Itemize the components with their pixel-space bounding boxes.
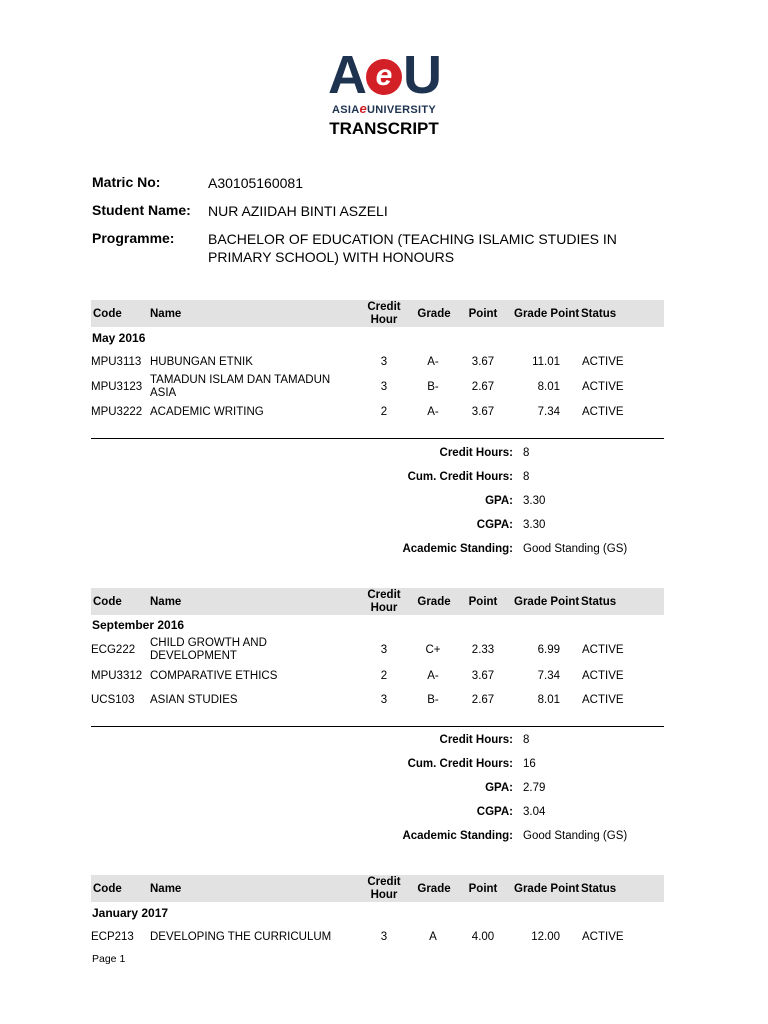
col-code: Code (93, 882, 122, 895)
col-grade: Grade (417, 882, 451, 895)
student-name-label: Student Name: (92, 202, 191, 218)
col-credit-hour: Credit Hour (367, 588, 401, 614)
table-row: ECG222 CHILD GROWTH AND DEVELOPMENT 3 C+ 2.33 6.99 ACTIVE (91, 637, 624, 662)
col-grade-point: Grade Point (514, 595, 580, 608)
programme-label: Programme: (92, 230, 175, 246)
summary-row: Cum. Credit Hours: 8 (407, 471, 530, 483)
summary-row: Credit Hours: 8 (439, 734, 530, 746)
summary-row: Cum. Credit Hours: 16 (407, 758, 536, 770)
matric-label: Matric No: (92, 174, 161, 190)
university-logo (0, 45, 768, 116)
table-row: MPU3113 HUBUNGAN ETNIK 3 A- 3.67 11.01 ACTIVE (91, 355, 624, 368)
summary-row: Academic Standing: Good Standing (GS) (402, 543, 628, 555)
student-name-value: NUR AZIIDAH BINTI ASZELI (208, 203, 388, 219)
col-status: Status (581, 882, 617, 895)
summary-row: Credit Hours: 8 (439, 447, 530, 459)
col-name: Name (150, 595, 182, 608)
col-point: Point (468, 882, 498, 895)
col-grade: Grade (417, 307, 451, 320)
logo-e-icon: e (366, 59, 402, 95)
col-code: Code (93, 307, 122, 320)
summary-row: GPA: 2.79 (485, 782, 546, 794)
summary-row: CGPA: 3.04 (476, 806, 546, 818)
col-credit-hour: Credit Hour (367, 300, 401, 326)
summary-row: Academic Standing: Good Standing (GS) (402, 830, 628, 842)
col-grade: Grade (417, 595, 451, 608)
summary-row: CGPA: 3.30 (476, 519, 546, 531)
col-grade-point: Grade Point (514, 307, 580, 320)
col-name: Name (150, 307, 182, 320)
matric-value: A30105160081 (208, 175, 303, 191)
table-row: MPU3222 ACADEMIC WRITING 2 A- 3.67 7.34 ACTIVE (91, 405, 624, 418)
table-row: MPU3312 COMPARATIVE ETHICS 2 A- 3.67 7.34 ACTIVE (91, 669, 624, 682)
page-number: Page 1 (92, 953, 126, 965)
table-row: MPU3123 TAMADUN ISLAM DAN TAMADUN ASIA 3 B- 2.67 8.01 ACTIVE (91, 374, 624, 399)
table-header (91, 588, 664, 615)
summary-row: GPA: 3.30 (485, 495, 546, 507)
semester-label: September 2016 (92, 618, 185, 632)
logo-mark: A e U (328, 45, 440, 105)
semester-label: May 2016 (92, 331, 146, 345)
divider (91, 438, 664, 439)
logo-wordmark: ASIAeUNIVERSITY (331, 101, 437, 116)
page-title: TRANSCRIPT (329, 119, 439, 138)
col-status: Status (581, 307, 617, 320)
semester-label: January 2017 (92, 906, 169, 920)
programme-value: BACHELOR OF EDUCATION (TEACHING ISLAMIC STUDIES IN PRIMARY SCHOOL) WITH HONOURS (208, 231, 617, 265)
col-credit-hour: Credit Hour (367, 875, 401, 901)
col-point: Point (468, 595, 498, 608)
table-row: ECP213 DEVELOPING THE CURRICULUM 3 A 4.00 12.00 ACTIVE (91, 930, 624, 943)
table-header (91, 300, 664, 327)
col-point: Point (468, 307, 498, 320)
table-row: UCS103 ASIAN STUDIES 3 B- 2.67 8.01 ACTIVE (91, 693, 624, 706)
col-name: Name (150, 882, 182, 895)
col-status: Status (581, 595, 617, 608)
table-header (91, 875, 664, 902)
col-grade-point: Grade Point (514, 882, 580, 895)
col-code: Code (93, 595, 122, 608)
divider (91, 726, 664, 727)
